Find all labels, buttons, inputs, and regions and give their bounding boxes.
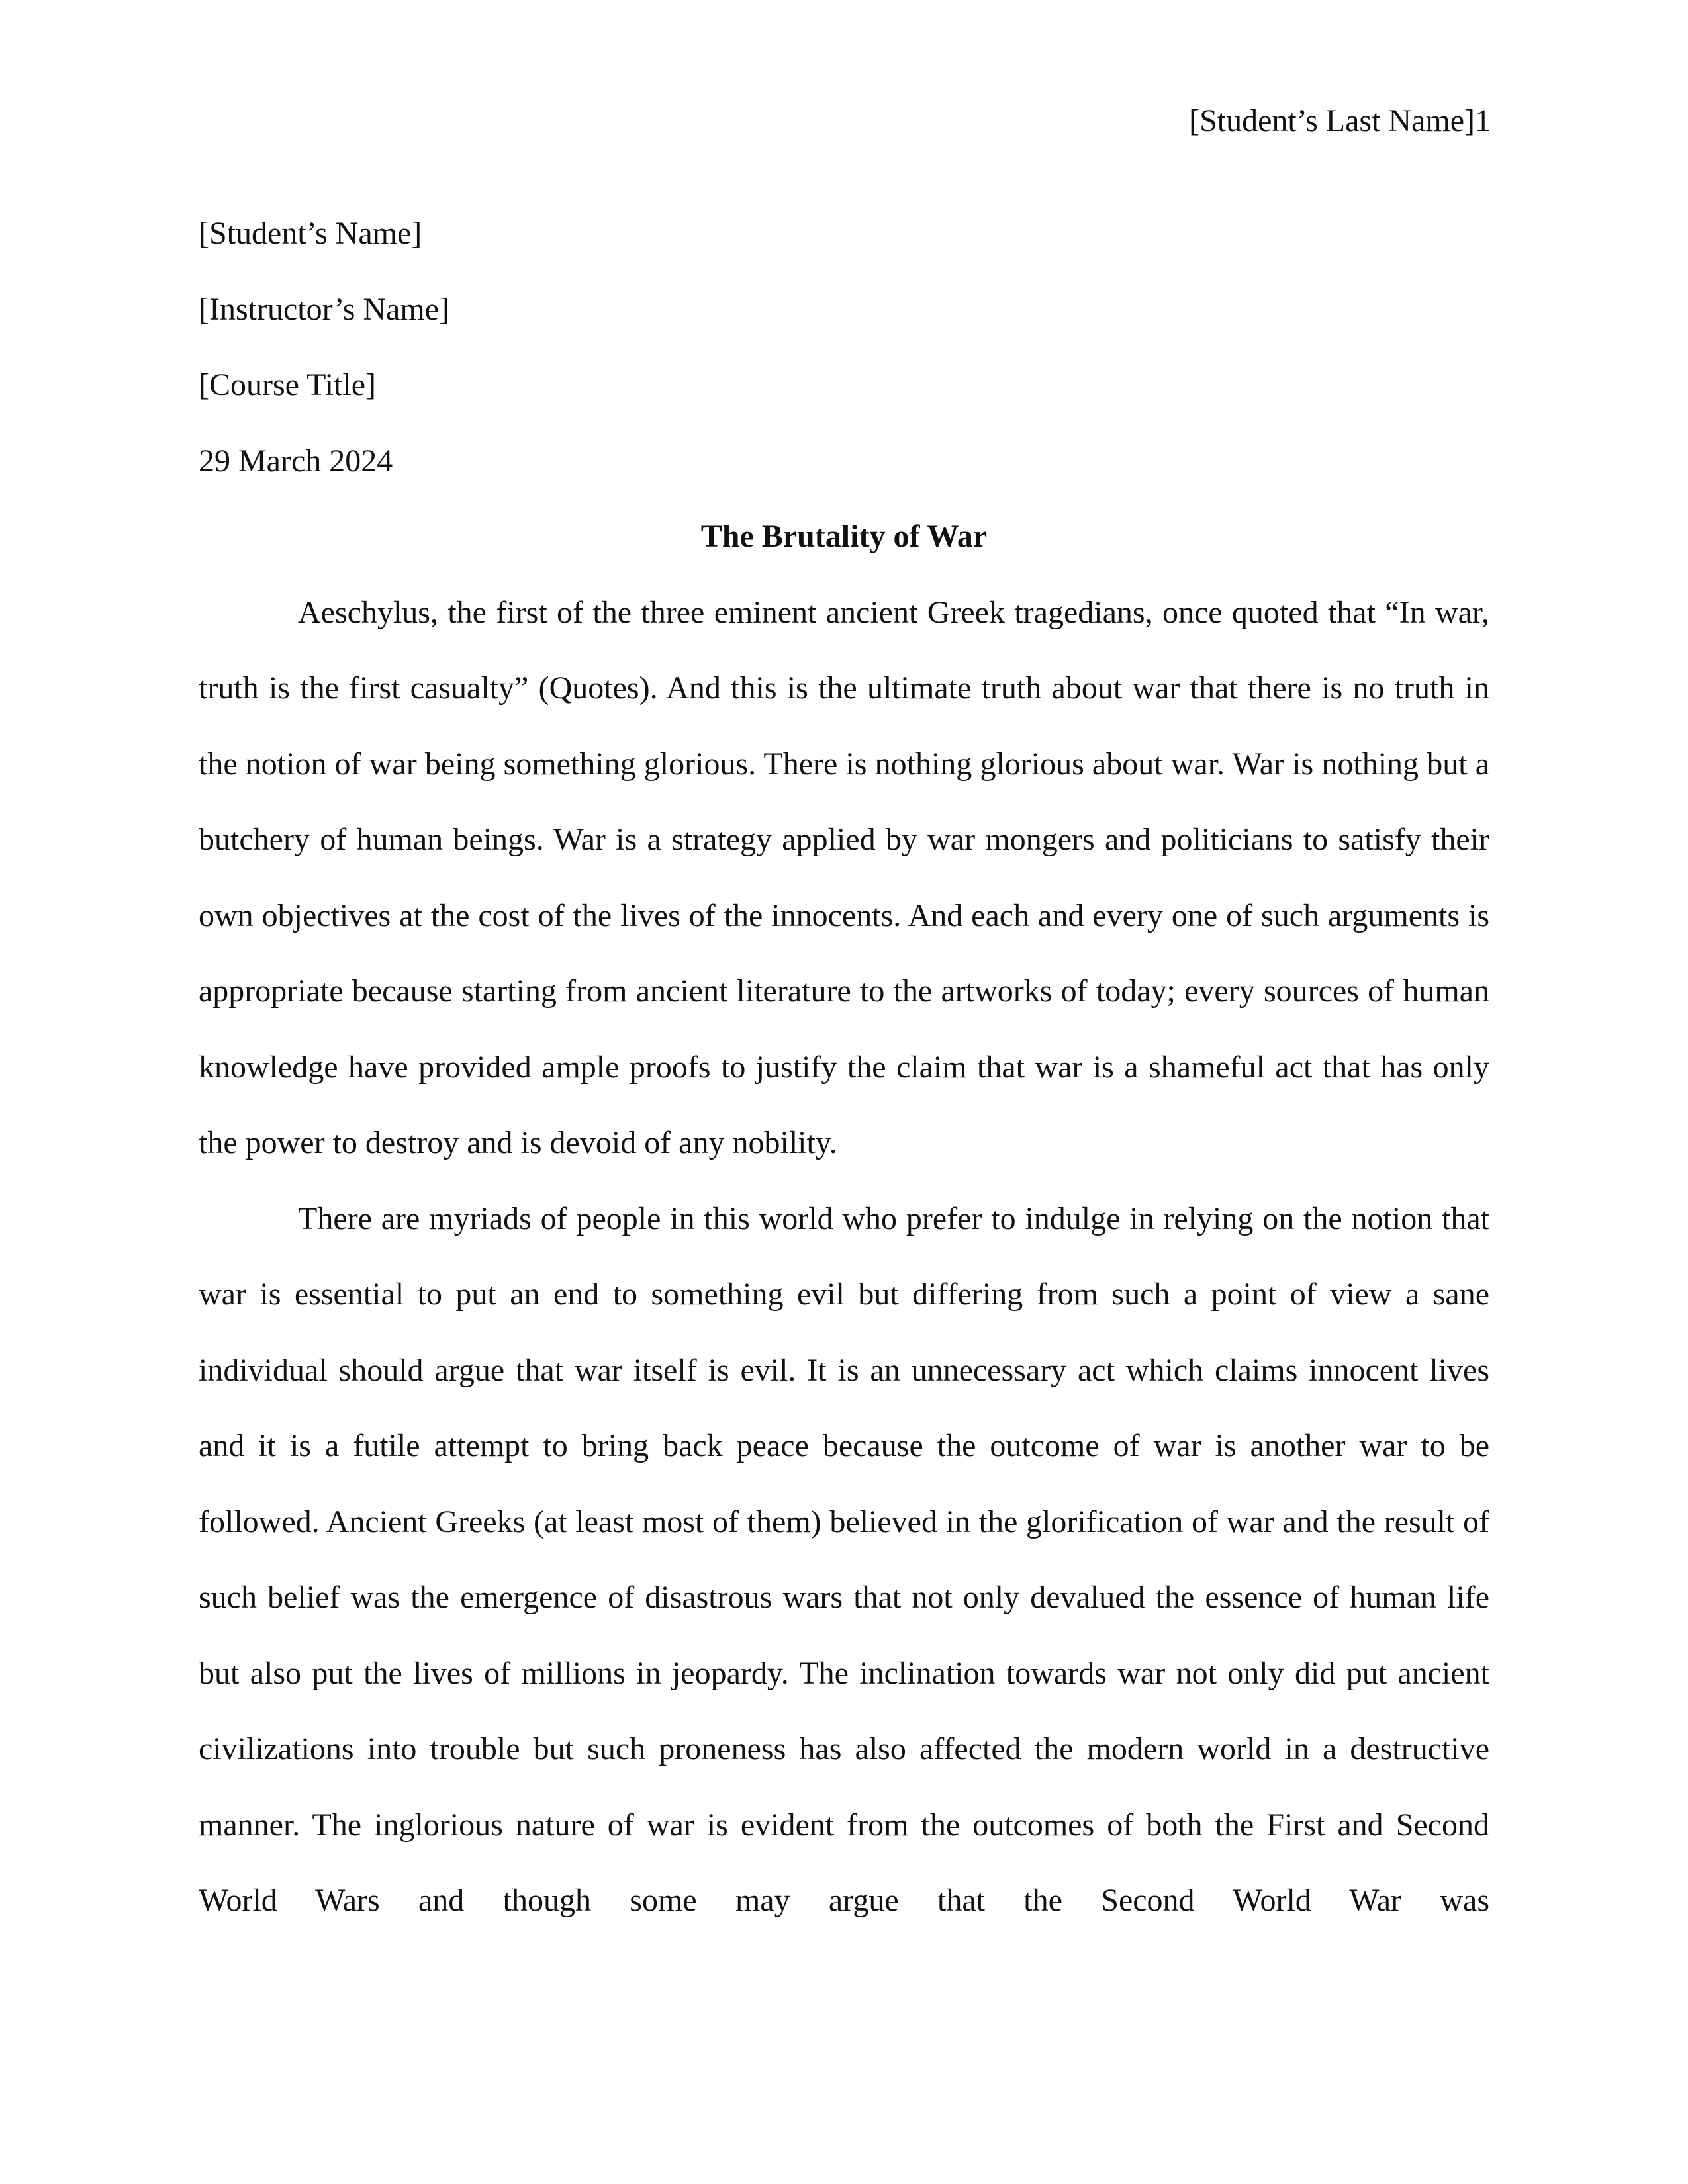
document-body	[199, 196, 1489, 1939]
paragraph-2: There are myriads of people in this world who prefer to indulge in relying on the notion that war is essential to put an end to something evil but differing from such a point of view a sane individual should argue that war itself is evil. It is an unnecessary act which claims innocent lives and it is a futile attempt to bring back peace because the outcome of war is another war to be followed. Ancient Greeks (at least most of them) believed in the glorification of war and the result of such belief was the emergence of disastrous wars that not only devalued the essence of human life but also put the lives of millions in jeopardy. The inclination towards war not only did put ancient civilizations into trouble but such proneness has also affected the modern world in a destructive manner. The inglorious nature of war is evident from the outcomes of both the First and Second World Wars and though some may argue that the Second World War was	[199, 1201, 1489, 1918]
instructor-name: [Instructor’s Name]	[199, 291, 449, 327]
paragraph-1: Aeschylus, the first of the three eminent ancient Greek tragedians, once quoted that “In war, truth is the first casualty” (Quotes). And this is the ultimate truth about war that there is no truth in the notion of war being something glorious. There is nothing glorious about war. War is nothing but a butchery of human beings. War is a strategy applied by war mongers and politicians to satisfy their own objectives at the cost of the lives of the innocents. And each and every one of such arguments is appropriate because starting from ancient literature to the artworks of today; every sources of human knowledge have provided ample proofs to justify the claim that war is a shameful act that has only the power to destroy and is devoid of any nobility.	[199, 594, 1489, 1160]
student-name: [Student’s Name]	[199, 216, 422, 251]
course-title: [Course Title]	[199, 367, 377, 402]
document-date: 29 March 2024	[199, 443, 393, 478]
running-header: [Student’s Last Name]1	[1189, 103, 1491, 138]
essay-title: The Brutality of War	[700, 519, 988, 554]
